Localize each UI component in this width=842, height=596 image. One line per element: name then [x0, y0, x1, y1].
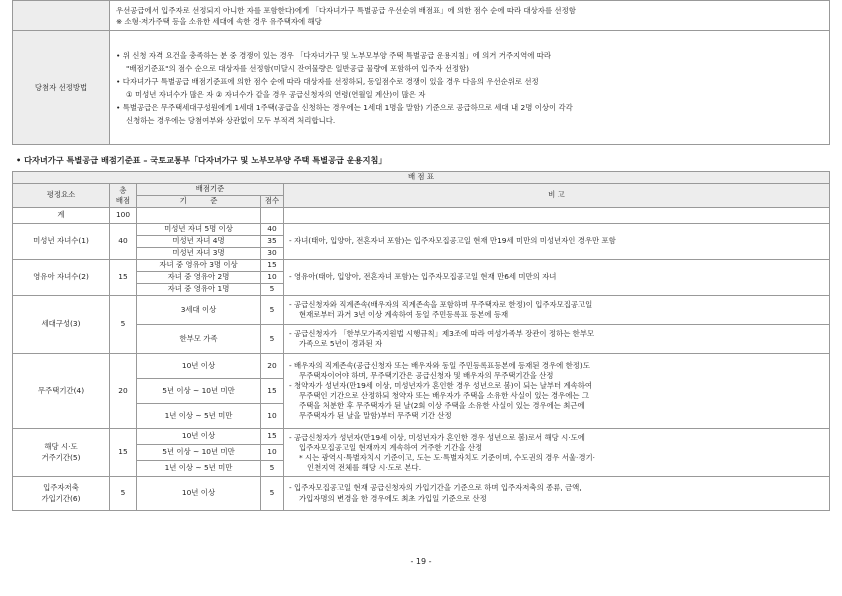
score-cell: 5	[261, 296, 284, 325]
criteria-cell: 한부모 가족	[137, 325, 261, 354]
criteria-cell: 미성년 자녀 3명	[137, 248, 261, 260]
score-table	[12, 171, 830, 511]
bullet-line: • 위 신청 자격 요건을 충족하는 분 중 경쟁이 있는 경우 「다자녀가구 및 노부모부양 주택 특별공급 운용지침」에 의거 거주지역에 따라	[116, 50, 552, 60]
criteria-cell: 1년 이상 ~ 5년 미만	[137, 404, 261, 429]
remark-line: 가입자명의 변경을 한 경우에도 최초 가입일 기준으로 산정	[299, 493, 487, 503]
homeless-total: 20	[110, 354, 137, 429]
remark-line: 주택을 처분한 후 무주택자가 된 날(2회 이상 주택을 소유한 사실이 있는 경우에는 최근에	[299, 401, 585, 410]
residence-label-line: 거주기간(5)	[41, 452, 81, 462]
remark-line: * 시는 광역시·특별자치시 기준이고, 도는 도·특별자치도 기준이며, 수도권의 경우 서울·경기·	[299, 452, 595, 462]
infants-label: 영유아 자녀수(2)	[13, 260, 110, 296]
remark-line: - 자녀(태아, 입양아, 전혼자녀 포함)는 입주자모집공고일 현재 만19세 미만의 미성년자인 경우만 포함	[289, 236, 616, 246]
intro-cell	[110, 1, 830, 31]
score-cell: 5	[261, 461, 284, 477]
bullet-line: • 특별공급은 무주택세대구성원에게 1세대 1주택(공급을 신청하는 경우에는 1세대 1명을 말함) 기준으로 공급하므로 세대 내 2명 이상이 각각	[116, 102, 573, 112]
header-criteria: 기 준	[137, 196, 261, 208]
score-cell: 5	[261, 284, 284, 296]
residence-label-line: 해당 시·도	[44, 442, 78, 451]
remark-line: 무주택인 기간으로 산정하되 청약자 또는 배우자가 주택을 소유한 사실이 있는 경우에는 그	[299, 391, 590, 400]
criteria-cell: 자녀 중 영유아 1명	[137, 284, 261, 296]
criteria-cell: 자녀 중 영유아 2명	[137, 272, 261, 284]
score-cell: 40	[261, 224, 284, 236]
bullet-line: ① 미성년 자녀수가 많은 자 ② 자녀수가 같을 경우 공급신청자의 연령(연월일 계산)이 많은 자	[126, 89, 426, 99]
savings-label	[13, 477, 110, 511]
remark-line: 입주자모집공고일 현재까지 계속하여 거주한 기간을 산정	[299, 442, 483, 452]
score-cell: 15	[261, 260, 284, 272]
criteria-cell: 3세대 이상	[137, 296, 261, 325]
residence-remark	[284, 429, 830, 477]
score-cell: 5	[261, 477, 284, 511]
remark-line: - 청약자가 성년자(만19세 이상, 미성년자가 혼인한 경우 성년으로 봄)이 되는 날부터 계속하여	[289, 381, 593, 390]
header-score: 점수	[261, 196, 284, 208]
bullet-line: • 다자녀가구 특별공급 배점기준표에 의한 점수 순에 따라 대상자를 선정하되, 동일점수로 경쟁이 있을 경우 다음의 우선순위로 선정	[116, 76, 539, 86]
household-label: 세대구성(3)	[13, 296, 110, 354]
criteria-cell: 자녀 중 영유아 3명 이상	[137, 260, 261, 272]
total-value: 100	[110, 208, 137, 224]
criteria-cell: 미성년 자녀 5명 이상	[137, 224, 261, 236]
remark-line: 가족으로 5년이 경과된 자	[299, 339, 383, 348]
remark-line: - 입주자모집공고일 현재 공급신청자의 가입기간을 기준으로 하며 입주자저축의 종류, 금액,	[289, 483, 582, 492]
criteria-cell: 5년 이상 ~ 10년 미만	[137, 379, 261, 404]
remark-line: - 공급신청자가 성년자(만19세 이상, 미성년자가 혼인한 경우 성년으로 봄)로서 해당 시·도에	[289, 432, 585, 442]
header-element: 평정요소	[13, 184, 110, 208]
score-cell: 10	[261, 272, 284, 284]
table-cell	[261, 208, 284, 224]
remark-line: - 공급신청자가 「한부모가족지원법 시행규칙」제3조에 따라 여성가족부 장관이 정하는 한부모	[289, 328, 595, 338]
score-cell: 5	[261, 325, 284, 354]
total-label: 계	[13, 208, 110, 224]
section-title: • 다자녀가구 특별공급 배점기준표 – 국토교통부「다자녀가구 및 노부모부양 주택 특별공급 운용지침」	[16, 155, 387, 165]
selection-method-table	[12, 0, 830, 145]
criteria-cell: 10년 이상	[137, 477, 261, 511]
bullet-line: 신청하는 경우에는 당첨여부와 상관없이 모두 부적격 처리합니다.	[126, 115, 336, 125]
header-total: 총 배점	[110, 184, 137, 208]
residence-total: 15	[110, 429, 137, 477]
table-row-spacer	[13, 1, 110, 31]
bullet-line: "배점기준표"의 점수 순으로 대상자를 선정함(미달시 잔여물량은 일반공급 물량에 포함하여 입주자 선정함)	[126, 63, 470, 73]
minor-children-remark	[284, 224, 830, 260]
score-cell: 15	[261, 429, 284, 445]
score-cell: 20	[261, 354, 284, 379]
remark-line: 무주택자이어야 하며, 무주택기간은 공급신청자 및 배우자의 무주택기간을 산정	[299, 371, 554, 380]
household-remark	[284, 296, 830, 325]
score-table-title: 배 점 표	[13, 172, 830, 184]
remark-line: - 배우자의 직계존속(공급신청자 또는 배우자와 동일 주민등록표등본에 등재된 경우에 한정)도	[289, 361, 590, 370]
score-cell: 15	[261, 379, 284, 404]
remark-line: 현재로부터 과거 3년 이상 계속하여 동일 주민등록표 등본에 등재	[299, 310, 509, 319]
score-cell: 10	[261, 445, 284, 461]
table-cell	[137, 208, 261, 224]
remark-line: 인천지역 전체를 해당 시·도로 본다.	[307, 462, 422, 472]
header-remarks: 비 고	[284, 184, 830, 208]
savings-total: 5	[110, 477, 137, 511]
table-cell	[284, 208, 830, 224]
savings-label-line: 입주자저축	[43, 483, 79, 492]
selection-method-label: 당첨자 선정방법	[13, 31, 110, 145]
intro-line: 우선공급에서 입주자로 선정되지 아니한 자를 포함한다)에게 「다자녀가구 특별공급 우선순위 배점표」에 의한 점수 순에 따라 대상자를 선정함	[116, 5, 576, 15]
criteria-cell: 미성년 자녀 4명	[137, 236, 261, 248]
criteria-cell: 1년 이상 ~ 5년 미만	[137, 461, 261, 477]
criteria-cell: 10년 이상	[137, 354, 261, 379]
minor-children-label: 미성년 자녀수(1)	[13, 224, 110, 260]
minor-children-total: 40	[110, 224, 137, 260]
savings-remark	[284, 477, 830, 511]
homeless-remark	[284, 354, 830, 429]
score-cell: 30	[261, 248, 284, 260]
remark-line: - 공급신청자와 직계존속(배우자의 직계존속을 포함하며 무주택자로 한정)이 입주자모집공고일	[289, 299, 593, 309]
page-number: - 19 -	[410, 557, 432, 566]
household-remark	[284, 325, 830, 354]
remark-line: 무주택자가 된 날을 말함)부터 무주택 기간 산정	[299, 411, 452, 420]
infants-remark	[284, 260, 830, 296]
homeless-label: 무주택기간(4)	[13, 354, 110, 429]
savings-label-line: 가입기간(6)	[41, 493, 81, 503]
household-total: 5	[110, 296, 137, 354]
header-criteria-group: 배점기준	[137, 184, 284, 196]
infants-total: 15	[110, 260, 137, 296]
intro-line: ※ 소형·저가주택 등을 소유한 세대에 속한 경우 유주택자에 해당	[116, 16, 322, 26]
score-cell: 10	[261, 404, 284, 429]
residence-label	[13, 429, 110, 477]
score-cell: 35	[261, 236, 284, 248]
criteria-cell: 10년 이상	[137, 429, 261, 445]
selection-method-content	[110, 31, 830, 145]
criteria-cell: 5년 이상 ~ 10년 미만	[137, 445, 261, 461]
remark-line: - 영유아(태아, 입양아, 전혼자녀 포함)는 입주자모집공고일 현재 만6세 미만의 자녀	[289, 272, 557, 282]
